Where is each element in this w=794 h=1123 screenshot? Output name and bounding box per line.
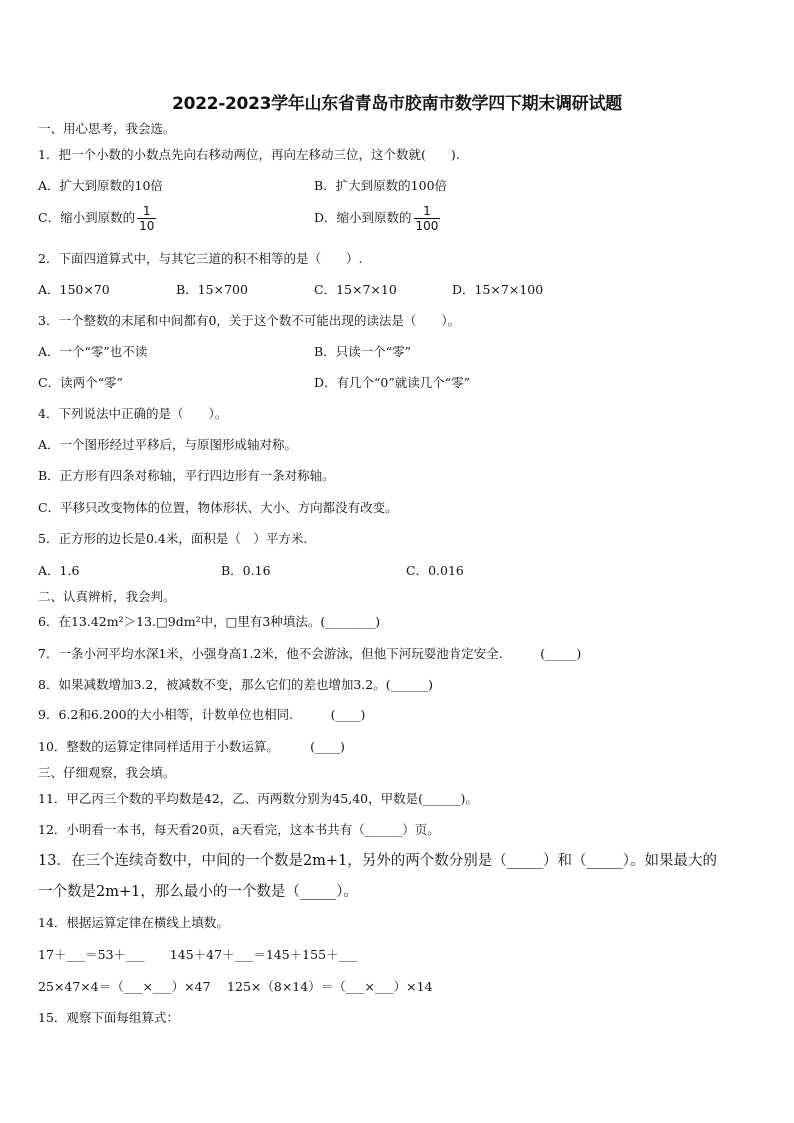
question-1-option-d — [314, 204, 440, 233]
question-5-option-b: B．0.16 — [221, 563, 271, 578]
question-14-equation-2: 25×47×4＝（___×___）×47 125×（8×14）＝（___×___）×14 — [38, 979, 433, 994]
question-2-stem: 2．下面四道算式中，与其它三道的积不相等的是（ ）. — [38, 251, 363, 266]
fraction-denominator: 100 — [415, 219, 439, 233]
question-2-option-d: D．15×7×100 — [452, 282, 544, 297]
question-1-option-c — [38, 204, 156, 233]
question-4-option-b: B．正方形有四条对称轴，平行四边形有一条对称轴。 — [38, 468, 335, 483]
fraction — [414, 204, 441, 233]
fraction-numerator: 1 — [423, 204, 431, 218]
question-5-stem: 5．正方形的边长是0.4米，面积是（ ）平方米. — [38, 531, 308, 546]
section-heading-2: 二、认真辨析，我会判。 — [38, 589, 176, 604]
question-5-option-c: C．0.016 — [406, 563, 464, 578]
question-15: 15．观察下面每组算式： — [38, 1010, 179, 1025]
option-d-label: D．缩小到原数的 — [314, 210, 412, 225]
page-title: 2022-2023学年山东省青岛市胶南市数学四下期末调研试题 — [172, 94, 622, 114]
question-11: 11．甲乙丙三个数的平均数是42，乙、丙两数分别为45,40，甲数是(______)。 — [38, 791, 478, 806]
question-10: 10．整数的运算定律同样适用于小数运算。 (____) — [38, 739, 345, 754]
question-3-stem: 3．一个整数的末尾和中间都有0，关于这个数不可能出现的读法是（ ）。 — [38, 313, 461, 328]
section-heading-1: 一、用心思考，我会选。 — [38, 121, 176, 136]
question-3-option-b: B．只读一个“零” — [314, 344, 411, 359]
question-4-option-a: A．一个图形经过平移后，与原图形成轴对称。 — [38, 437, 298, 452]
section-heading-3: 三、仔细观察，我会填。 — [38, 765, 176, 780]
question-13-line-1: 13．在三个连续奇数中，中间的一个数是2m+1，另外的两个数分别是（_____）和（_____）。如果最大的 — [38, 853, 718, 869]
fraction — [137, 204, 156, 233]
fraction-denominator: 10 — [139, 219, 155, 233]
fraction-numerator: 1 — [142, 204, 151, 218]
question-13-line-2: 一个数是2m+1，那么最小的一个数是（_____）。 — [38, 884, 358, 900]
question-3-option-a: A．一个“零”也不读 — [38, 344, 148, 359]
question-3-option-d: D．有几个“0”就读几个“零” — [314, 375, 471, 390]
question-1-option-a: A．扩大到原数的10倍 — [38, 178, 163, 193]
question-4-option-c: C．平移只改变物体的位置，物体形状、大小、方向都没有改变。 — [38, 500, 398, 515]
question-3-option-c: C．读两个“零” — [38, 375, 123, 390]
question-5-option-a: A．1.6 — [38, 563, 80, 578]
question-4-stem: 4．下列说法中正确的是（ ）。 — [38, 406, 228, 421]
question-14-equation-1: 17＋___＝53＋___ 145＋47＋___＝145＋155＋___ — [38, 947, 358, 962]
option-c-label: C．缩小到原数的 — [38, 210, 136, 225]
question-12: 12．小明看一本书，每天看20页，a天看完，这本书共有（______）页。 — [38, 822, 440, 837]
question-1-stem: 1．把一个小数的小数点先向右移动两位，再向左移动三位，这个数就( ). — [38, 147, 460, 162]
question-1-option-b: B．扩大到原数的100倍 — [314, 178, 448, 193]
question-2-option-b: B．15×700 — [176, 282, 248, 297]
question-2-option-a: A．150×70 — [38, 282, 110, 297]
question-8: 8．如果减数增加3.2，被减数不变，那么它们的差也增加3.2。(______) — [38, 677, 433, 692]
question-14-stem: 14．根据运算定律在横线上填数。 — [38, 915, 229, 930]
question-6: 6．在13.42m²＞13.□9dm²中，□里有3种填法。(________) — [38, 614, 381, 629]
question-7: 7．一条小河平均水深1米，小强身高1.2米，他不会游泳，但他下河玩耍池肯定安全. (_____) — [38, 646, 582, 661]
question-2-option-c: C．15×7×10 — [314, 282, 397, 297]
question-9: 9．6.2和6.200的大小相等，计数单位也相同. (____) — [38, 707, 366, 722]
